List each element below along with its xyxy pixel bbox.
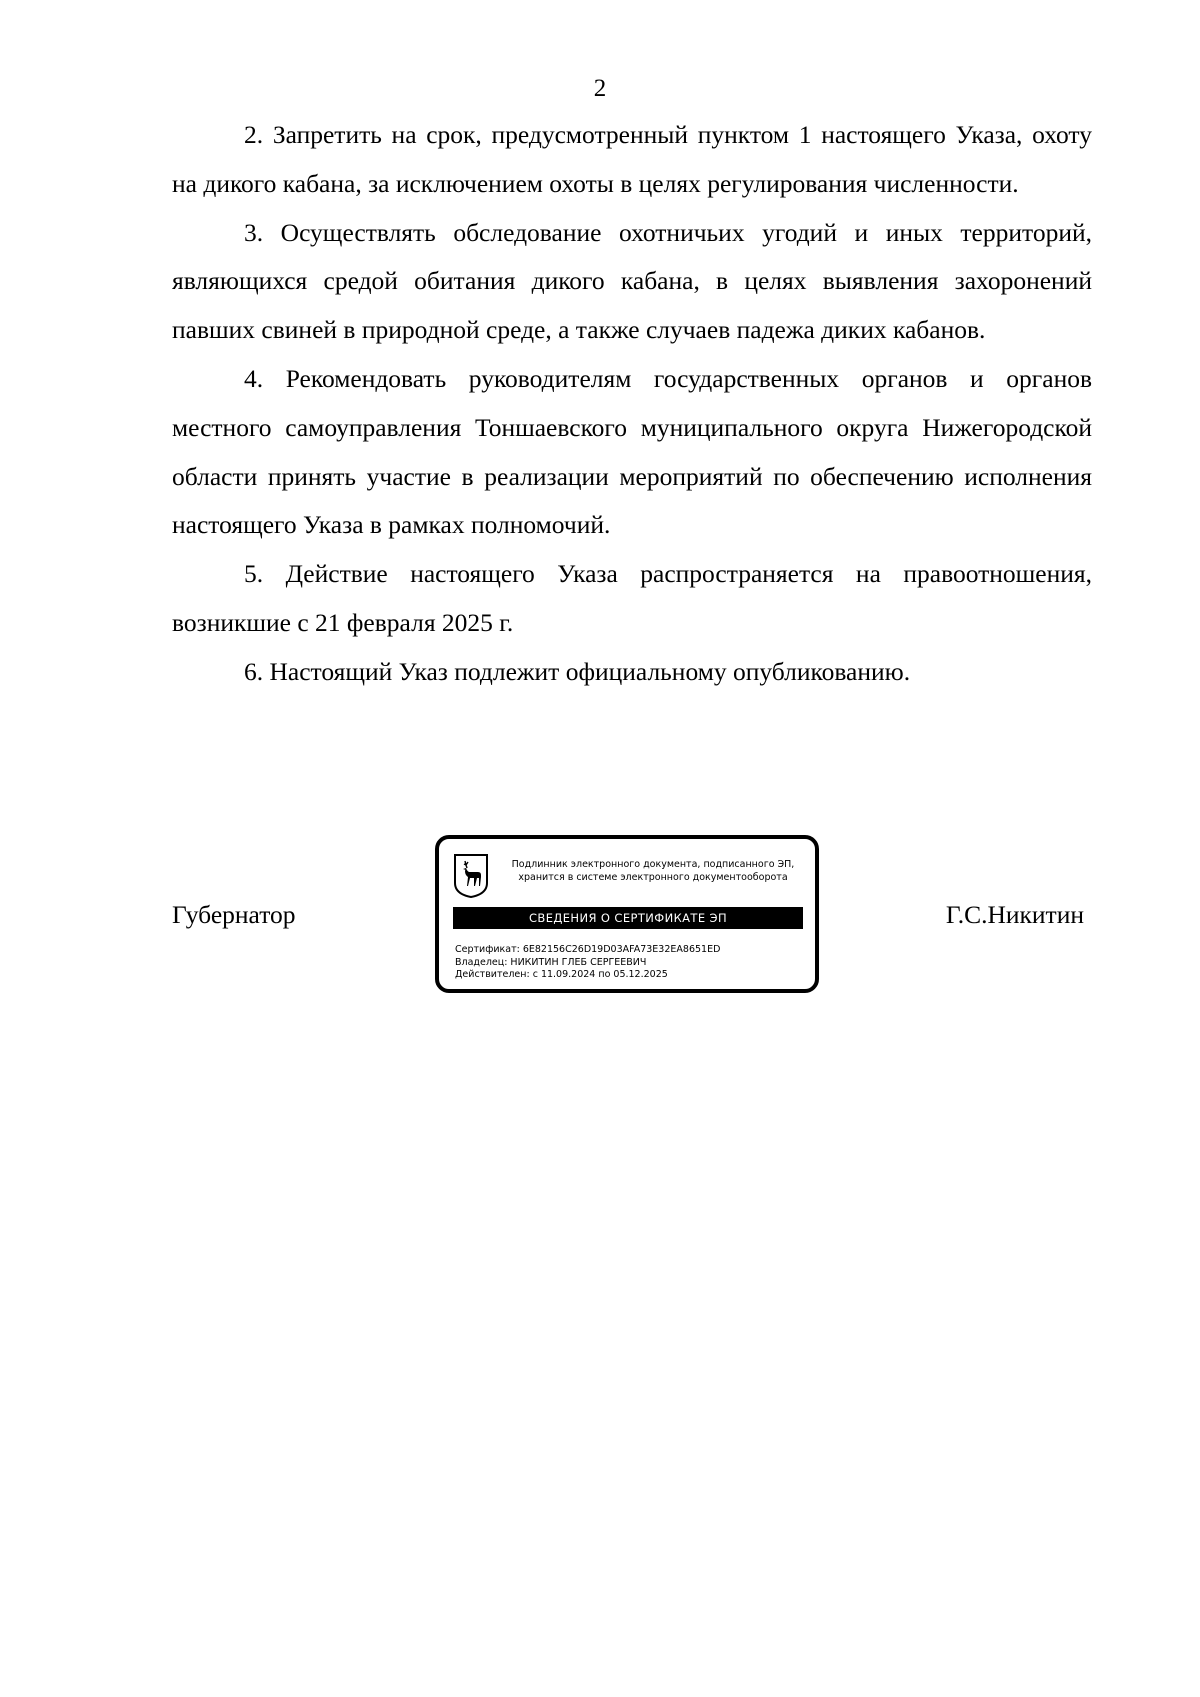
paragraph-3: 3. Осуществлять обследование охотничьих угодий и иных территорий, являющихся средой обитания дикого кабана, в целях выявления захоронений павших свиней в природной среде, а также случаев падежа диких кабанов. — [172, 217, 1092, 345]
signer-position: Губернатор — [172, 900, 296, 929]
certificate-owner: Владелец: НИКИТИН ГЛЕБ СЕРГЕЕВИЧ — [455, 956, 647, 968]
stamp-authenticity-note — [491, 858, 815, 884]
paragraph-2: 2. Запретить на срок, предусмотренный пунктом 1 настоящего Указа, охоту на дикого кабана, за исключением охоты в целях регулирования численности. — [172, 120, 1092, 198]
certificate-validity: Действителен: с 11.09.2024 по 05.12.2025 — [455, 969, 668, 980]
stamp-certificate-details — [455, 944, 720, 982]
document-body — [172, 111, 1092, 697]
signer-name: Г.С.Никитин — [945, 900, 1084, 929]
stamp-line-1: Подлинник электронного документа, подписанного ЭП, — [511, 859, 795, 870]
certificate-number: Сертификат: 6E82156C26D19D03AFA73E32EA8651ED — [455, 944, 721, 955]
stamp-line-2: хранится в системе электронного документооборота — [518, 872, 788, 883]
page-number: 2 — [593, 75, 607, 102]
paragraph-6: 6. Настоящий Указ подлежит официальному опубликованию. — [244, 656, 911, 686]
stamp-certificate-header: СВЕДЕНИЯ О СЕРТИФИКАТЕ ЭП — [453, 907, 803, 929]
paragraph-5: 5. Действие настоящего Указа распространяется на правоотношения, возникшие с 21 февраля 2025 г. — [172, 559, 1092, 637]
paragraph-4: 4. Рекомендовать руководителям государственных органов и органов местного самоуправления Тоншаевского муниципального округа Нижегородской области принять участие в реализации мероприятий по обеспечению исполнения настоящего Указа в рамках полномочий. — [172, 363, 1092, 540]
coat-of-arms-icon — [453, 853, 489, 899]
electronic-signature-stamp — [435, 835, 819, 993]
